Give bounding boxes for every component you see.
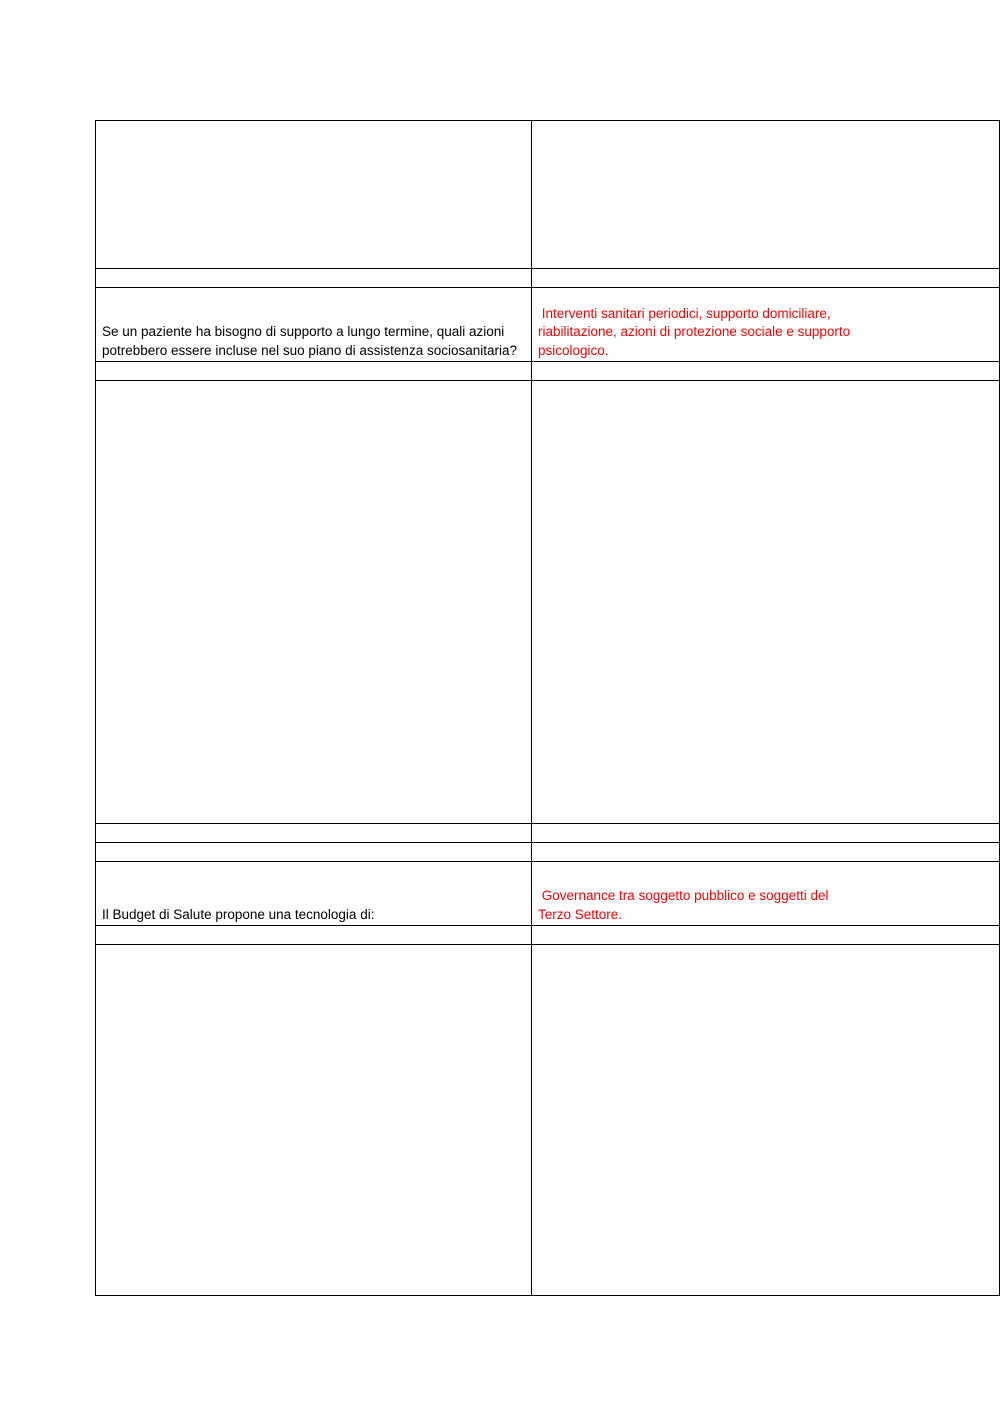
table-cell[interactable] bbox=[532, 269, 1000, 288]
table-cell[interactable] bbox=[96, 269, 532, 288]
table-cell[interactable] bbox=[532, 362, 1000, 381]
answer-cell[interactable] bbox=[532, 288, 1000, 362]
question-cell[interactable] bbox=[96, 288, 532, 362]
table-cell[interactable] bbox=[532, 945, 1000, 1296]
question-cell[interactable] bbox=[96, 862, 532, 926]
question-text: Il Budget di Salute propone una tecnologia di: bbox=[102, 906, 375, 922]
table-row bbox=[96, 269, 1000, 288]
table-cell[interactable] bbox=[96, 824, 532, 843]
table-cell[interactable] bbox=[96, 926, 532, 945]
table-row bbox=[96, 945, 1000, 1296]
table-row bbox=[96, 362, 1000, 381]
table-row bbox=[96, 926, 1000, 945]
answer-cell[interactable] bbox=[532, 862, 1000, 926]
table-cell[interactable] bbox=[96, 381, 532, 824]
table-row bbox=[96, 121, 1000, 269]
table-cell[interactable] bbox=[532, 121, 1000, 269]
table-cell[interactable] bbox=[96, 945, 532, 1296]
table-cell[interactable] bbox=[532, 926, 1000, 945]
answer-text: Governance tra soggetto pubblico e soggetti del Terzo Settore. bbox=[538, 888, 829, 922]
table-cell[interactable] bbox=[532, 843, 1000, 862]
table-cell[interactable] bbox=[96, 362, 532, 381]
spreadsheet-table bbox=[95, 120, 1000, 1296]
table-row bbox=[96, 381, 1000, 824]
table-cell[interactable] bbox=[532, 824, 1000, 843]
table-cell[interactable] bbox=[96, 843, 532, 862]
question-row bbox=[96, 862, 1000, 926]
table-cell[interactable] bbox=[96, 121, 532, 269]
table-row bbox=[96, 843, 1000, 862]
table-row bbox=[96, 824, 1000, 843]
table-cell[interactable] bbox=[532, 381, 1000, 824]
question-text: Se un paziente ha bisogno di supporto a lungo termine, quali azioni potrebbero essere incluse nel suo piano di assistenza sociosanitaria? bbox=[102, 324, 517, 358]
question-row bbox=[96, 288, 1000, 362]
answer-text: Interventi sanitari periodici, supporto domiciliare, riabilitazione, azioni di protezione sociale e supporto psicologico. bbox=[538, 305, 851, 358]
